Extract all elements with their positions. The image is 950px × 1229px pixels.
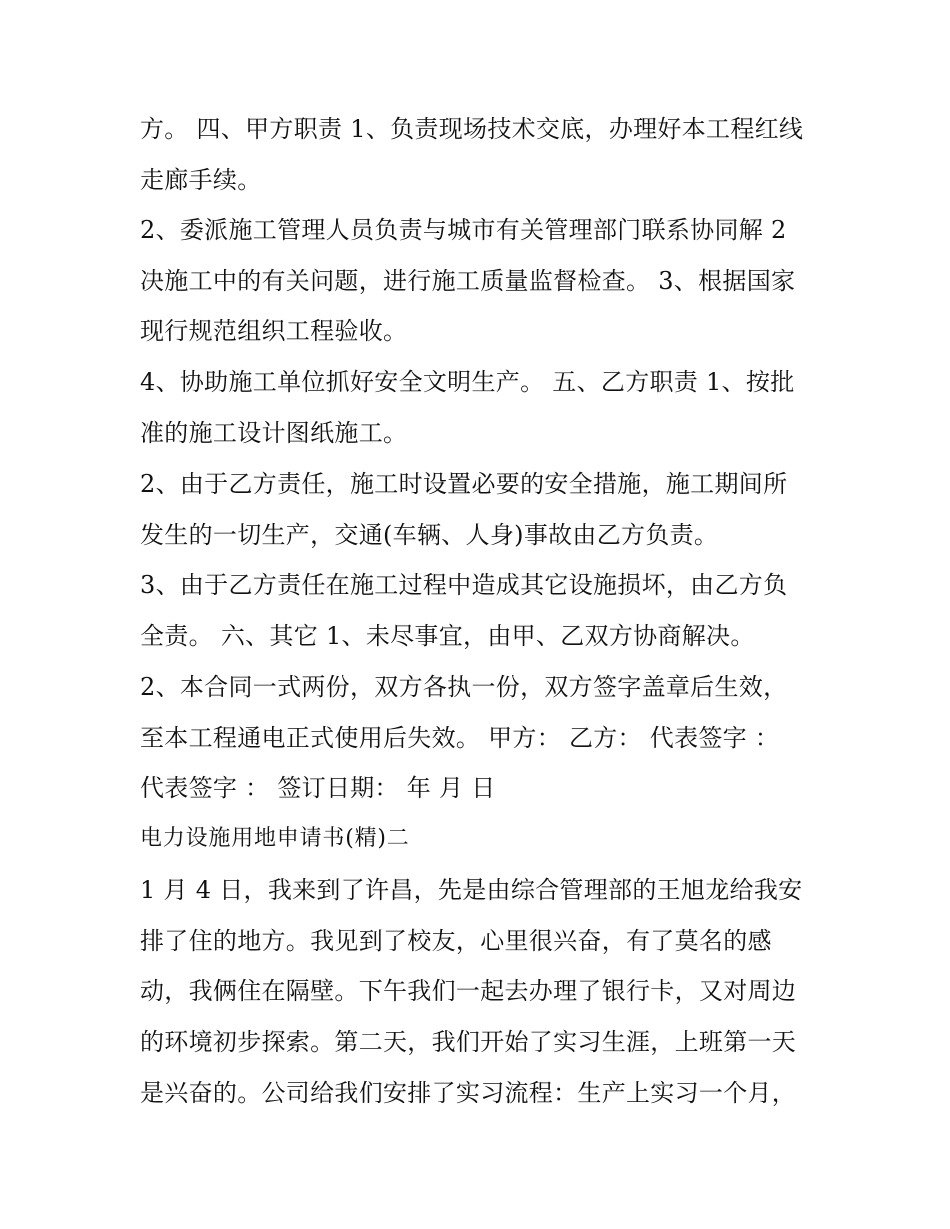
text-line-5: 现行规范组织工程验收。 <box>140 317 408 345</box>
text-line-18: 动，我俩住在隔壁。下午我们一起去办理了银行卡，又对周边 <box>140 977 797 1005</box>
section-heading: 电力设施用地申请书(精)二 <box>140 826 410 851</box>
text-line-9: 发生的一切生产，交通(车辆、人身)事故由乙方负责。 <box>140 521 719 549</box>
text-line-19: 的环境初步探索。第二天，我们开始了实习生涯，上班第一天 <box>140 1028 797 1056</box>
text-line-4: 决施工中的有关问题，进行施工质量监督检查。 3、根据国家 <box>140 267 796 295</box>
text-line-2: 走廊手续。 <box>140 166 262 194</box>
text-line-3: 2、委派施工管理人员负责与城市有关管理部门联系协同解 2 <box>140 216 787 244</box>
text-line-8: 2、由于乙方责任，施工时设置必要的安全措施，施工期间所 <box>140 470 788 498</box>
text-line-17: 排了住的地方。我见到了校友，心里很兴奋，有了莫名的感 <box>140 927 772 955</box>
text-line-10: 3、由于乙方责任在施工过程中造成其它设施损坏，由乙方负 <box>140 571 788 599</box>
text-line-11: 全责。 六、其它 1、未尽事宜，由甲、乙双方协商解决。 <box>140 622 755 650</box>
text-line-20: 是兴奋的。公司给我们安排了实习流程：生产上实习一个月， <box>140 1079 797 1107</box>
text-line-13: 至本工程通电正式使用后失效。 甲方： 乙方： 代表签字 ： <box>140 724 780 752</box>
text-line-1: 方。 四、甲方职责 1、负责现场技术交底，办理好本工程红线 <box>140 115 804 143</box>
text-line-16: 1 月 4 日，我来到了许昌，先是由综合管理部的王旭龙给我安 <box>140 876 803 904</box>
text-line-6: 4、协助施工单位抓好安全文明生产。 五、乙方职责 1、按批 <box>140 368 795 396</box>
text-line-12: 2、本合同一式两份，双方各执一份，双方签字盖章后生效， <box>140 673 788 701</box>
text-line-7: 准的施工设计图纸施工。 <box>140 419 408 447</box>
text-line-14: 代表签字 ： 签订日期： 年 月 日 <box>140 774 496 802</box>
